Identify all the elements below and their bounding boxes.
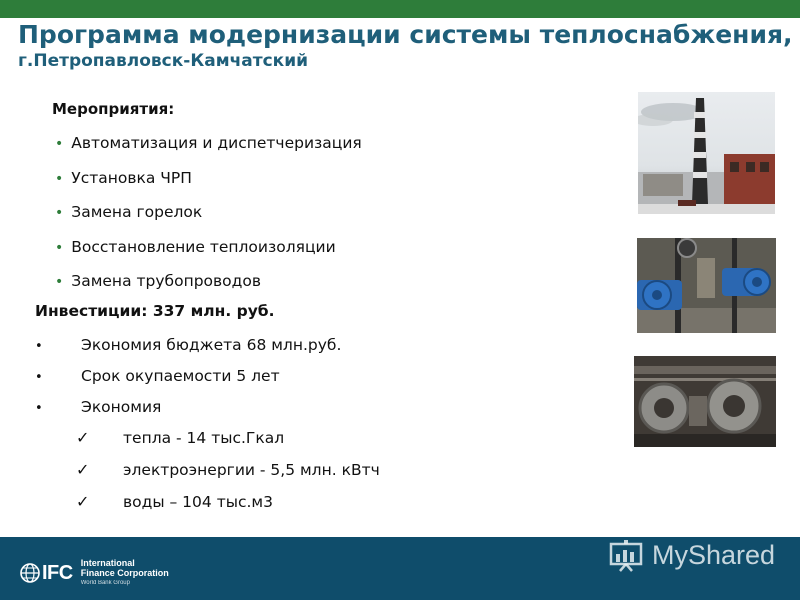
myshared-watermark [608, 538, 775, 572]
watermark-text: MyShared [652, 539, 776, 570]
list-item [55, 201, 362, 236]
list-item [76, 459, 380, 491]
boiler-chimney-photo [638, 92, 775, 214]
burner-fans-photo [634, 356, 776, 447]
measure-label: Замена горелок [71, 203, 203, 221]
bullet-icon: • [55, 136, 64, 152]
presentation-board-icon [608, 538, 646, 572]
savings-label: электроэнергии - 5,5 млн. кВтч [123, 461, 380, 479]
bullet-icon: • [55, 170, 64, 187]
measures-heading: Мероприятия: [52, 100, 175, 118]
pump-motors-photo [637, 238, 776, 333]
bullet-icon: • [55, 274, 64, 290]
ifc-name [81, 558, 169, 588]
checkmark-icon: ✓ [76, 492, 90, 511]
measure-label: Установка ЧРП [71, 168, 192, 187]
list-item [76, 427, 380, 459]
measure-label: Автоматизация и диспетчеризация [71, 134, 362, 152]
savings-label: тепла - 14 тыс.Гкал [123, 429, 285, 447]
bullet-icon: • [35, 339, 43, 354]
list-item [55, 270, 362, 305]
ifc-mark: IFC [42, 561, 73, 584]
list-item [35, 365, 341, 396]
ifc-name-line-1: International [80, 558, 135, 568]
checkmark-icon: ✓ [76, 460, 90, 479]
investment-line: Инвестиции: 337 млн. руб. [35, 302, 275, 320]
savings-label: воды – 104 тыс.м3 [123, 493, 273, 511]
bullet-icon: • [55, 239, 64, 256]
list-item [55, 236, 362, 271]
measure-label: Замена трубопроводов [71, 272, 261, 290]
bullet-icon: • [35, 370, 43, 385]
list-item [76, 491, 380, 523]
ifc-name-line-2: Finance Corporation [80, 568, 169, 578]
list-item [35, 334, 341, 365]
economy-list [35, 334, 341, 427]
economy-label: Экономия [81, 398, 162, 416]
savings-list [76, 427, 380, 523]
ifc-logo [20, 558, 169, 588]
ifc-name-line-3: World Bank Group [80, 580, 130, 586]
globe-icon [20, 563, 40, 583]
list-item [35, 396, 341, 427]
economy-label: Экономия бюджета 68 млн.руб. [81, 336, 342, 354]
bullet-icon: • [35, 401, 43, 416]
list-item [55, 132, 362, 167]
measures-list [55, 132, 362, 305]
top-accent-bar [0, 0, 800, 18]
bullet-icon: • [55, 205, 64, 221]
economy-label: Срок окупаемости 5 лет [81, 367, 280, 385]
slide-title [18, 20, 793, 72]
measure-label: Восстановление теплоизоляции [71, 237, 336, 256]
title-line-1: Программа модернизации системы теплоснабжения, [18, 20, 793, 49]
list-item [55, 167, 362, 202]
checkmark-icon: ✓ [76, 428, 90, 447]
title-line-2: г.Петропавловск-Камчатский [18, 51, 309, 71]
